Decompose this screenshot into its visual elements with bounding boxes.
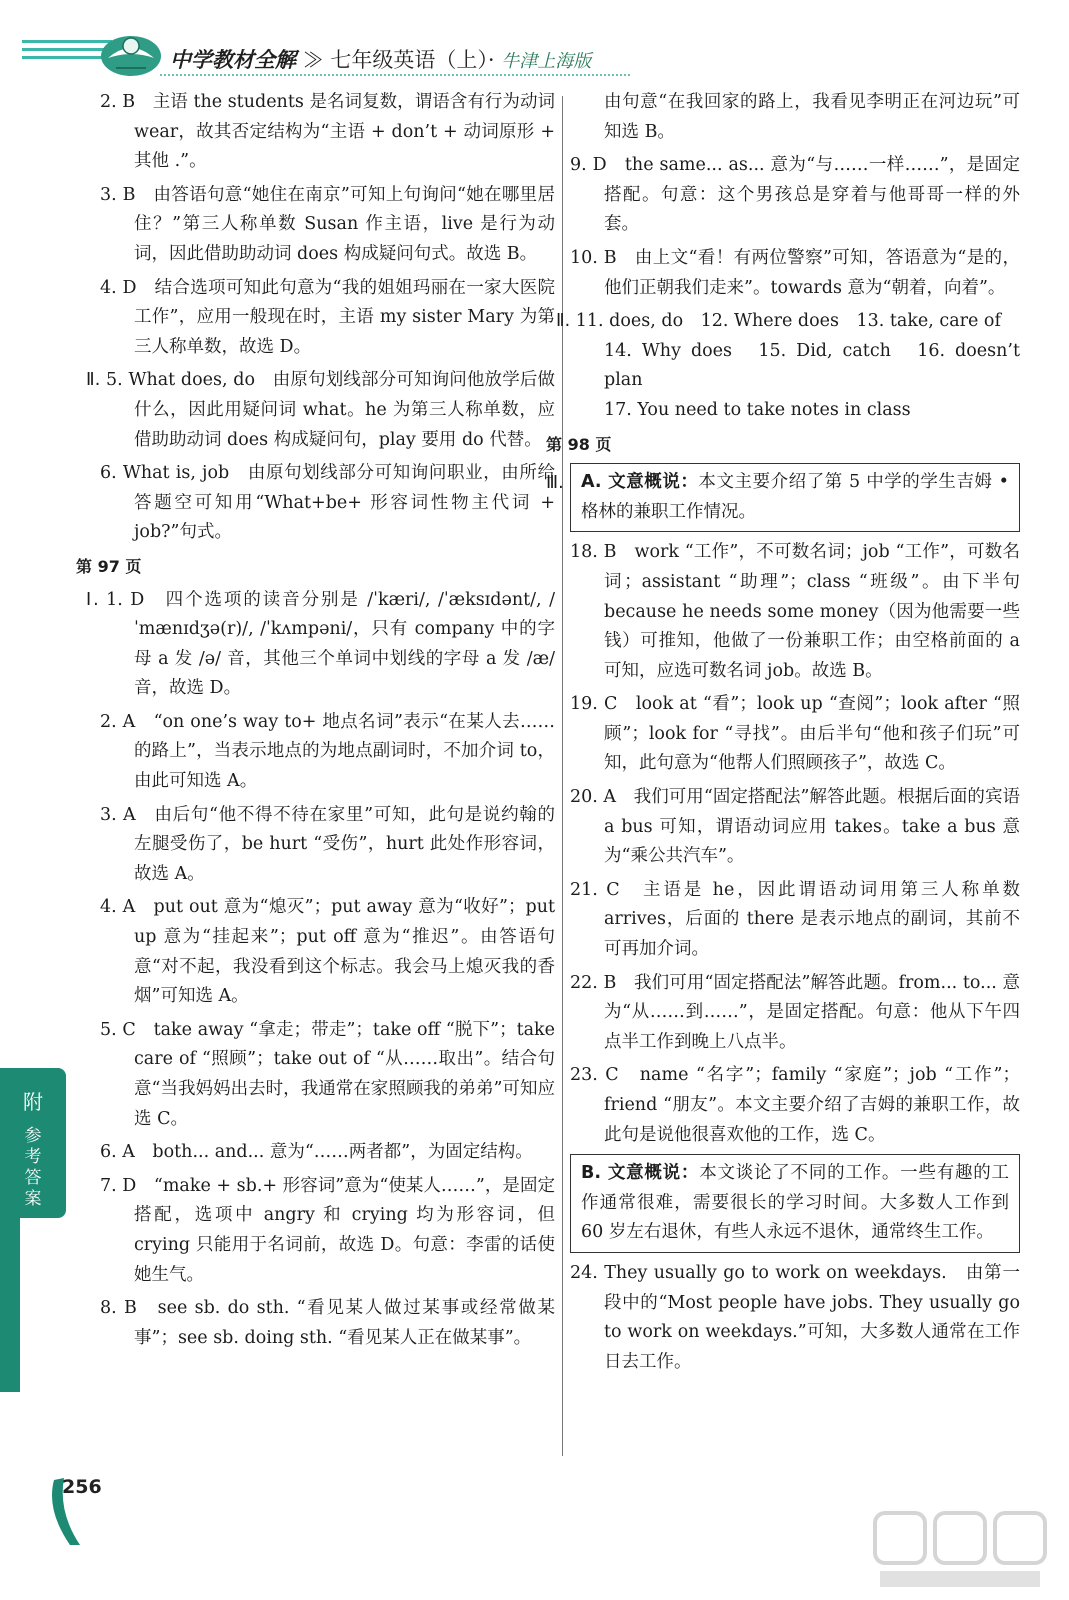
page-number-swoosh-icon: [40, 1460, 120, 1550]
continued-text: 由句意“在我回家的路上，我看见李明正在河边玩”可知选 B。: [604, 92, 1020, 142]
summary-box-b: [570, 1154, 1020, 1253]
answer-item: 2. B 主语 the students 是名词复数，谓语含有行为动词 wear，故其否定结构为“主语 + don’t + 动词原形 + 其他 .”。: [100, 92, 555, 172]
section-mark: Ⅱ.: [556, 311, 571, 332]
answer-item: 3. B 由答语句意“她住在南京”可知上句询问“她在哪里居住？”第三人称单数 Susan 作主语，live 是行为动词，因此借助助动词 does 构成疑问句式。故选 B。: [100, 184, 555, 264]
answer-item: 4. A put out 意为“熄灭”；put away 意为“收好”；put up 意为“挂起来”；put off 意为“推迟”。由答语句意“对不起，我没看到这个标志。我会马上熄灭我的香烟”可知选 A。: [100, 897, 555, 1007]
section-1-block: [86, 586, 555, 704]
answer-item: 7. D “make + sb.+ 形容词”意为“使某人……”，是固定搭配，选项中 angry 和 crying 均为形容词，但 crying 只能用于名词前，故选 D。句意：李雷的话使她生气。: [100, 1175, 555, 1285]
summary-box-a: [570, 463, 1020, 532]
summary-text: 本文主要介绍了第 5 中学的学生吉姆 • 格林的兼职工作情况。: [581, 472, 1009, 522]
section-3-row: [546, 463, 1020, 532]
answer-line: 14. Why does 15. Did, catch 16. doesn’t plan: [604, 340, 1020, 391]
answer-item: 18. B work “工作”，不可数名词；job “工作”，可数名词；assistant “助理”；class “班级”。由下半句 because he needs some money（因为他需要一些钱）可推知，他做了一份兼职工作；由空格前面的 a 可知，应选可数名词 job。故选 B。: [570, 542, 1020, 681]
answer-item: 6. A both... and... 意为“……两者都”，为固定结构。: [100, 1142, 533, 1163]
answer-item: 24. They usually go to work on weekdays. 由第一段中的“Most people have jobs. They usually go to work on weekdays.”可知，大多数人通常在工作日去工作。: [570, 1262, 1020, 1372]
right-column: [546, 88, 1020, 1381]
header-subject: 七年级英语（上）·: [330, 48, 495, 72]
answer-item: 21. C 主语是 he，因此谓语动词用第三人称单数 arrives，后面的 there 是表示地点的副词，其前不可再加介词。: [570, 879, 1020, 960]
header-brand: 中学教材全解: [170, 47, 296, 72]
answer-item: 20. A 我们可用“固定搭配法”解答此题。根据后面的宾语 a bus 可知，谓语动词应用 takes。take a bus 意为“乘公共汽车”。: [570, 787, 1020, 867]
answer-item: 6. What is, job 由原句划线部分可知询问职业，由所给答题空可知用“What+be+ 形容词性物主代词 + job?”句式。: [100, 463, 555, 543]
answer-item: 5. C take away “拿走；带走”；take off “脱下”；take care of “照顾”；take out of “从……取出”。结合句意“当我妈妈出去时，我通常在家照顾我的弟弟”可知应选 C。: [100, 1019, 555, 1129]
page-header: [0, 0, 1069, 90]
answer-item: 2. A “on one’s way to+ 地点名词”表示“在某人去……的路上”，当表示地点的为地点副词时，不加介词 to，由此可知选 A。: [100, 711, 555, 792]
answer-item: 22. B 我们可用“固定搭配法”解答此题。from... to... 意为“从……到……”，是固定搭配。句意：他从下午四点半工作到晚上八点半。: [570, 972, 1020, 1052]
section-mark: Ⅰ.: [86, 589, 99, 610]
page-97-label: 第 97 页: [76, 556, 142, 576]
section-2-answers: [556, 307, 1020, 425]
summary-label: B. 文意概说：: [581, 1163, 700, 1184]
side-tab-top: 附: [23, 1090, 43, 1114]
answer-item: 10. B 由上文“看！有两位警察”可知，答语意为“是的，他们正朝我们走来”。towards 意为“朝着，向着”。: [570, 247, 1020, 298]
answer-item-text: 5. What does, do 由原句划线部分可知询问他放学后做什么，因此用疑问词 what。he 为第三人称单数，应借助助动词 does 构成疑问句，play 要用 do 代替。: [106, 370, 555, 450]
answer-item: 3. A 由后句“他不得不待在家里”可知，此句是说约翰的左腿受伤了，be hurt “受伤”，hurt 此处作形容词，故选 A。: [100, 804, 555, 884]
answer-item-text: 1. D 四个选项的读音分别是 /ˈkæri/, /ˈæksɪdənt/, /ˈmænɪdʒə(r)/, /ˈkʌmpəni/，只有 company 中的字母 a 发 /ə/ 音，其他三个单词中划线的字母 a 发 /æ/ 音，故选 D。: [106, 589, 555, 699]
header-rule: [160, 74, 630, 76]
summary-label: A. 文意概说：: [581, 472, 699, 493]
section-2-block: [86, 366, 555, 455]
summary-text: 本文谈论了不同的工作。一些有趣的工作通常很难，需要很长的学习时间。大多数人工作到 60 岁左右退休，有些人永远不退休，通常终生工作。: [581, 1163, 1009, 1243]
header-separator: ≫: [302, 48, 324, 72]
column-divider: [562, 96, 563, 1456]
side-tab-bar: [0, 1212, 20, 1392]
side-tab-text: 参 考 答 案: [24, 1126, 42, 1209]
answer-line: 17. You need to take notes in class: [604, 399, 911, 420]
answer-item: 23. C name “名字”；family “家庭”；job “工作”；friend “朋友”。本文主要介绍了吉姆的兼职工作，故此句是说他很喜欢他的工作，选 C。: [570, 1065, 1020, 1145]
answer-line: 11. does, do 12. Where does 13. take, care of: [575, 311, 1001, 332]
page-number: 256: [62, 1476, 102, 1498]
answer-item: 8. B see sb. do sth. “看见某人做过某事或经常做某事”；see sb. doing sth. “看见某人正在做某事”。: [100, 1298, 555, 1348]
watermark-logo-icon: [870, 1505, 1050, 1595]
answer-item: 9. D the same... as... 意为“与……一样……”，是固定搭配。句意：这个男孩总是穿着与他哥哥一样的外套。: [570, 155, 1020, 235]
side-tab: [0, 1068, 66, 1218]
answer-item: 4. D 结合选项可知此句意为“我的姐姐玛丽在一家大医院工作”，应用一般现在时，主语 my sister Mary 为第三人称单数，故选 D。: [100, 277, 555, 357]
section-mark: Ⅱ.: [86, 370, 101, 391]
book-logo-icon: [96, 28, 166, 78]
section-mark: Ⅲ.: [546, 473, 564, 494]
answer-item: 19. C look at “看”；look up “查阅”；look after “照顾”；look for “寻找”。由后半句“他和孩子们玩”可知，此句意为“他帮人们照顾孩子”，故选 C。: [570, 694, 1020, 774]
header-edition: 牛津上海版: [501, 51, 592, 72]
page-98-label: 第 98 页: [546, 434, 612, 454]
header-title: [170, 44, 591, 74]
left-column: [76, 88, 555, 1357]
